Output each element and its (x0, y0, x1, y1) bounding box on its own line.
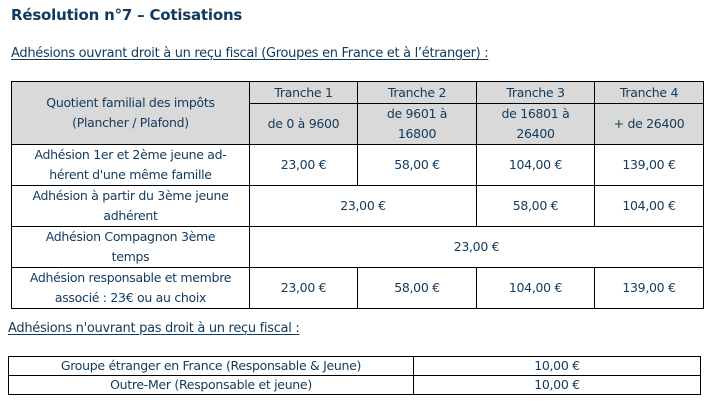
amount-cell: 58,00 € (358, 268, 477, 309)
table-row (9, 357, 701, 376)
table-row (9, 376, 701, 395)
amount-cell: 58,00 € (477, 186, 595, 227)
tranche-4-range: + de 26400 (595, 104, 704, 145)
tranche-1-range: de 0 à 9600 (250, 104, 358, 145)
table-row (12, 145, 704, 186)
tranche-2-range: de 9601 à 16800 (358, 104, 477, 145)
table-row (12, 227, 704, 268)
amount-cell: 10,00 € (414, 376, 701, 395)
table-row (12, 268, 704, 309)
amount-cell: 139,00 € (595, 268, 704, 309)
amount-cell: 104,00 € (477, 145, 595, 186)
amount-cell: 23,00 € (250, 186, 477, 227)
amount-cell: 23,00 € (250, 227, 704, 268)
amount-cell: 104,00 € (477, 268, 595, 309)
amount-cell: 139,00 € (595, 145, 704, 186)
row-label: Adhésion à partir du 3ème jeune adhérent (12, 186, 250, 227)
amount-cell: 58,00 € (358, 145, 477, 186)
page-title: Résolution n°7 – Cotisations (11, 6, 243, 24)
row-label: Adhésion Compagnon 3ème temps (12, 227, 250, 268)
amount-cell: 104,00 € (595, 186, 704, 227)
amount-cell: 10,00 € (414, 357, 701, 376)
quotient-header: Quotient familial des impôts (Plancher / Plafond) (12, 82, 250, 145)
row-label: Adhésion 1er et 2ème jeune ad-hérent d'une même famille (12, 145, 250, 186)
non-fiscal-table (8, 356, 701, 395)
tranche-4-header: Tranche 4 (595, 82, 704, 104)
cotisations-table (11, 81, 704, 309)
section-heading-non-fiscal: Adhésions n'ouvrant pas droit à un reçu fiscal : (8, 321, 300, 336)
amount-cell: 23,00 € (250, 268, 358, 309)
row-label: Outre-Mer (Responsable et jeune) (9, 376, 414, 395)
table-row (12, 186, 704, 227)
tranche-3-header: Tranche 3 (477, 82, 595, 104)
row-label: Adhésion responsable et membre associé : 23€ ou au choix (12, 268, 250, 309)
tranche-3-range: de 16801 à 26400 (477, 104, 595, 145)
row-label: Groupe étranger en France (Responsable & Jeune) (9, 357, 414, 376)
amount-cell: 23,00 € (250, 145, 358, 186)
tranche-1-header: Tranche 1 (250, 82, 358, 104)
section-heading-fiscal: Adhésions ouvrant droit à un reçu fiscal (Groupes en France et à l’étranger) : (11, 46, 489, 61)
tranche-2-header: Tranche 2 (358, 82, 477, 104)
